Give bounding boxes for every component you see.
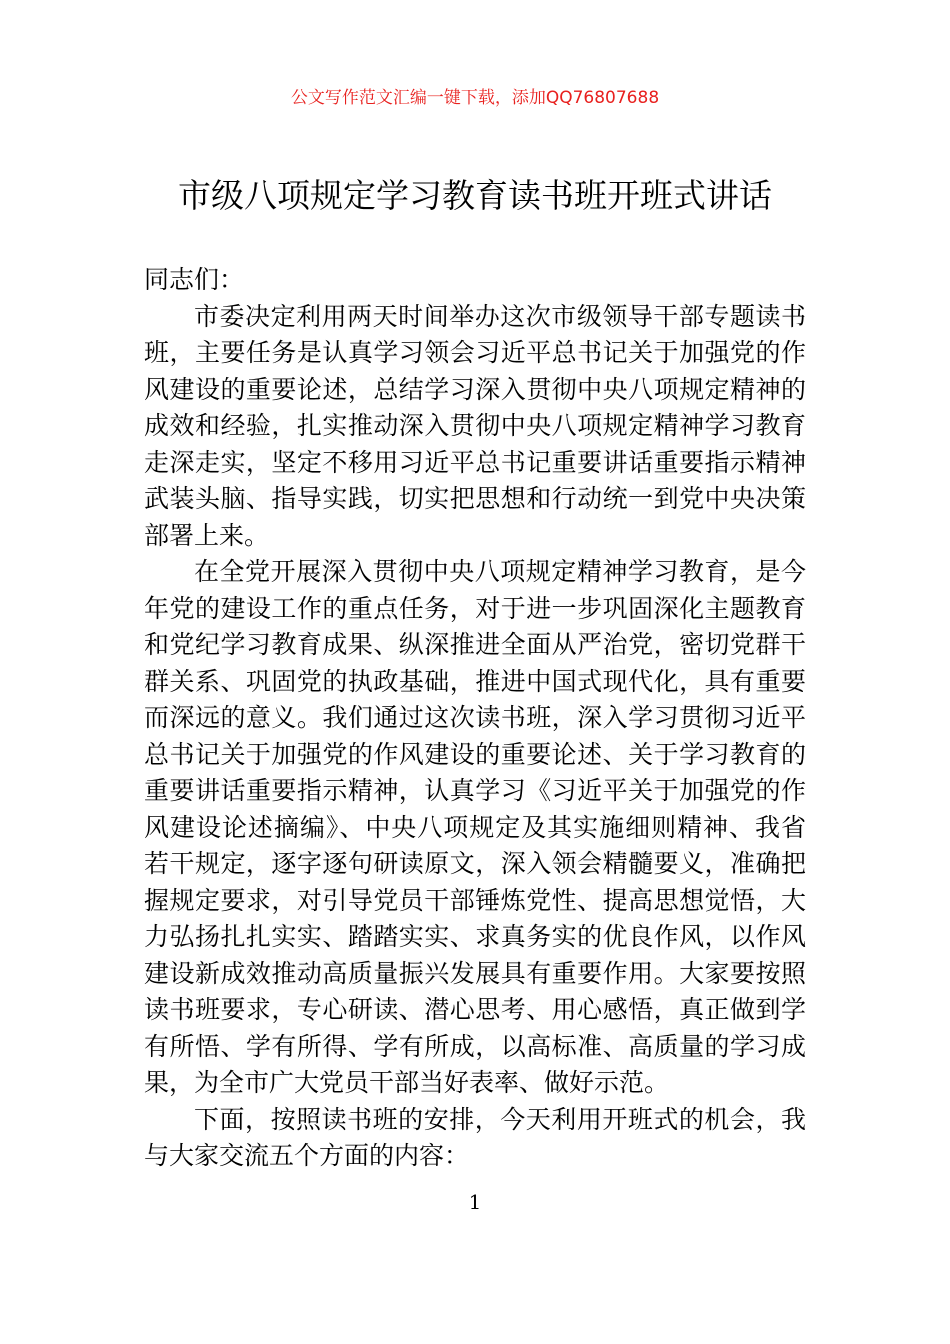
paragraph-3: 下面，按照读书班的安排，今天利用开班式的机会，我与大家交流五个方面的内容：	[144, 1104, 806, 1170]
document-body	[144, 262, 806, 1175]
document-title: 市级八项规定学习教育读书班开班式讲话	[178, 176, 772, 215]
paragraph-2: 在全党开展深入贯彻中央八项规定精神学习教育，是今年党的建设工作的重点任务，对于进一步巩固深化主题教育和党纪学习教育成果、纵深推进全面从严治党，密切党群干群关系、巩固党的执政基础，推进中国式现代化，具有重要而深远的意义。我们通过这次读书班，深入学习贯彻习近平总书记关于加强党的作风建设的重要论述、关于学习教育的重要讲话重要指示精神，认真学习《习近平关于加强党的作风建设论述摘编》、中央八项规定及其实施细则精神、我省若干规定，逐字逐句研读原文，深入领会精髓要义，准确把握规定要求，对引导党员干部锤炼党性、提高思想觉悟，大力弘扬扎扎实实、踏踏实实、求真务实的优良作风，以作风建设新成效推动高质量振兴发展具有重要作用。大家要按照读书班要求，专心研读、潜心思考、用心感悟，真正做到学有所悟、学有所得、学有所成，以高标准、高质量的学习成果，为全市广大党员干部当好表率、做好示范。	[144, 557, 806, 1097]
download-note: 公文写作范文汇编一键下载，添加QQ76807688	[290, 88, 660, 108]
page-number: 1	[468, 1190, 482, 1214]
paragraph-1: 市委决定利用两天时间举办这次市级领导干部专题读书班，主要任务是认真学习领会习近平总书记关于加强党的作风建设的重要论述，总结学习深入贯彻中央八项规定精神的成效和经验，扎实推动深入贯彻中央八项规定精神学习教育走深走实，坚定不移用习近平总书记重要讲话重要指示精神武装头脑、指导实践，切实把思想和行动统一到党中央决策部署上来。	[144, 301, 806, 550]
greeting: 同志们：	[144, 265, 245, 294]
